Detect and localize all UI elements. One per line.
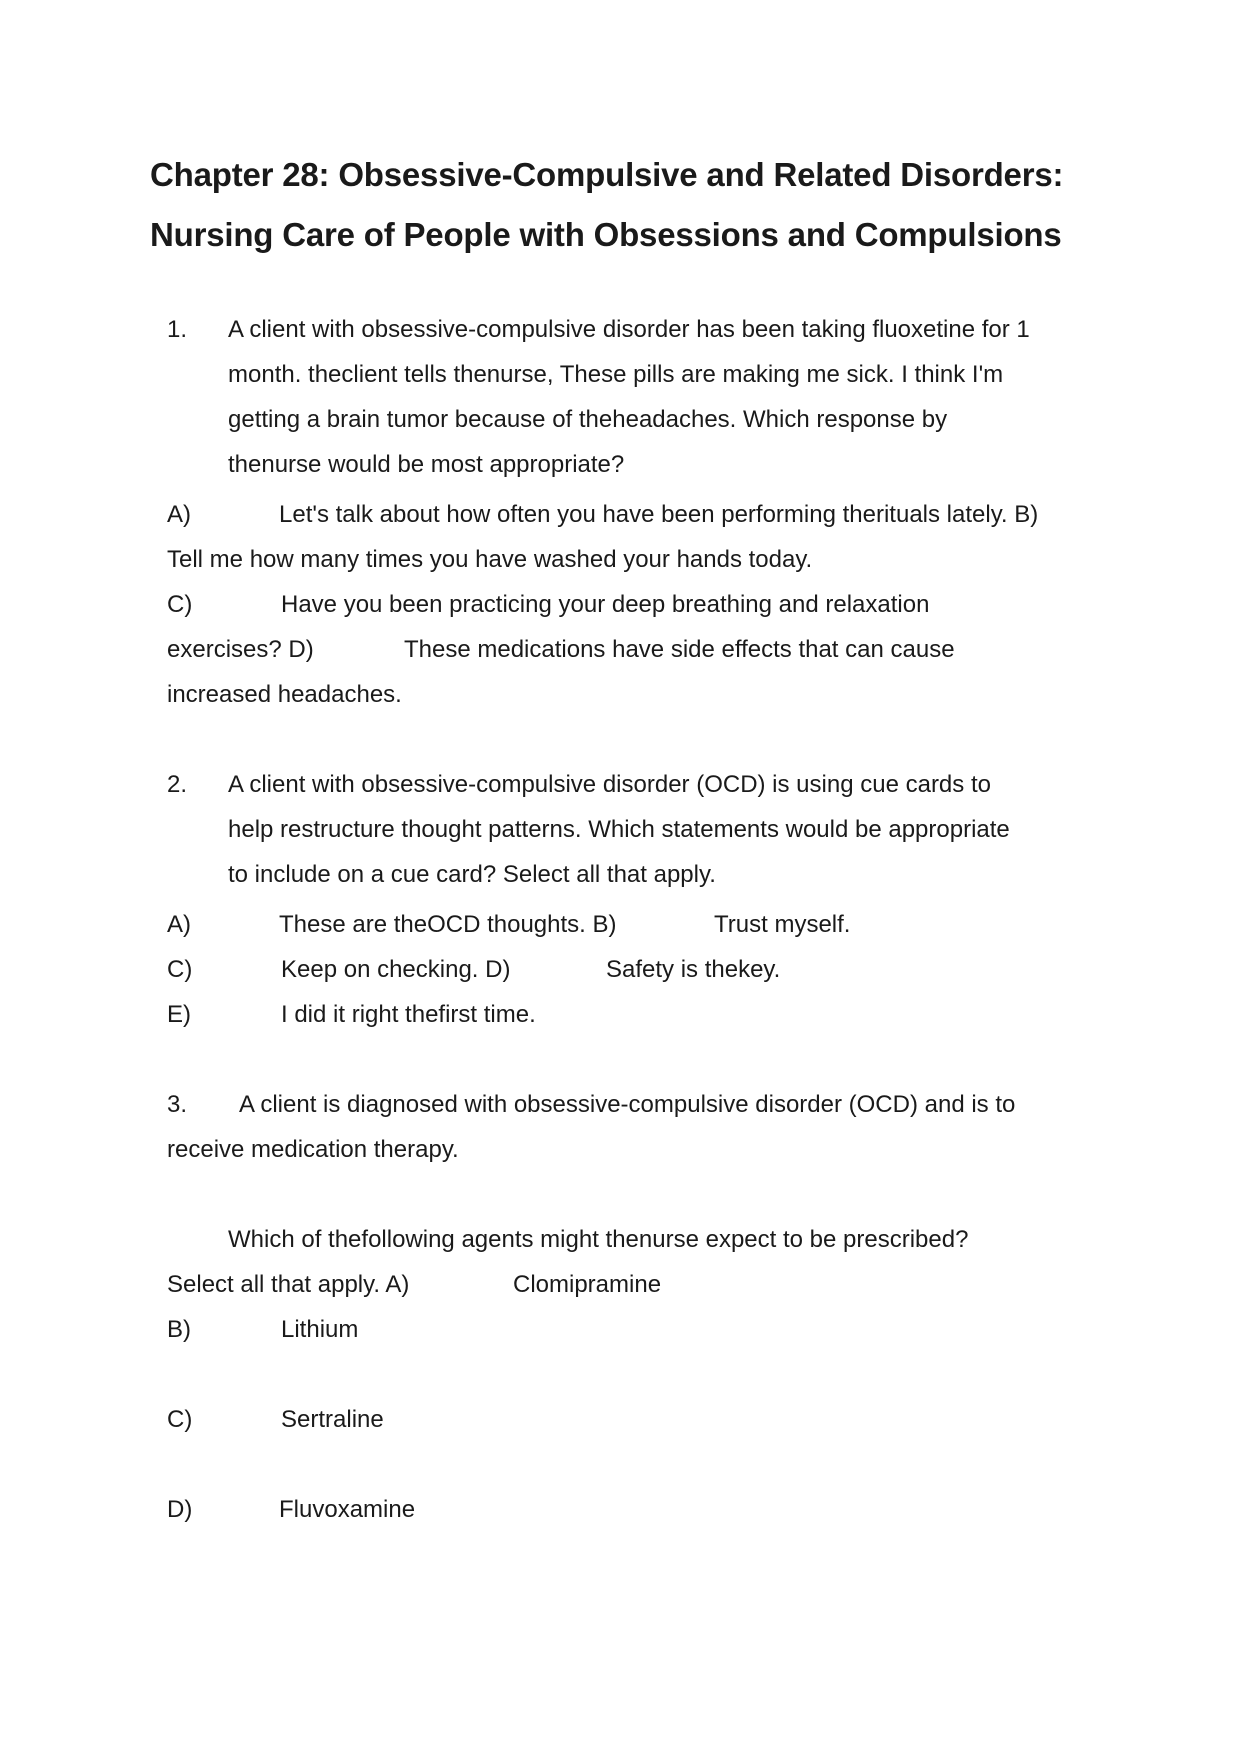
question-1-option-d-continued: increased headaches. <box>167 681 402 708</box>
question-1-option-a-letter: A) <box>167 501 191 528</box>
question-2-option-c-text: Keep on checking. D) <box>281 956 511 983</box>
chapter-title <box>150 145 1130 265</box>
question-3-stem-line-4: Select all that apply. A) <box>167 1271 410 1298</box>
question-3-option-b-letter: B) <box>167 1316 191 1343</box>
question-1-option-c-text: Have you been practicing your deep breathing and relaxation <box>281 591 930 618</box>
question-2-stem-line-2: help restructure thought patterns. Which statements would be appropriate <box>228 816 1010 843</box>
question-2-option-b-text: Trust myself. <box>714 911 851 938</box>
question-3-stem-line-1: A client is diagnosed with obsessive-compulsive disorder (OCD) and is to <box>239 1091 1016 1118</box>
question-3-option-d-letter: D) <box>167 1496 193 1523</box>
question-2-option-e-letter: E) <box>167 1001 191 1028</box>
question-1-option-a-text: Let's talk about how often you have been performing therituals lately. B) <box>279 501 1039 528</box>
question-2-option-e-text: I did it right thefirst time. <box>281 1001 536 1028</box>
question-3-stem-line-3: Which of thefollowing agents might thenurse expect to be prescribed? <box>228 1226 969 1253</box>
question-1-stem-line-1: A client with obsessive-compulsive disorder has been taking fluoxetine for 1 <box>228 316 1030 343</box>
question-1-option-b-text: Tell me how many times you have washed your hands today. <box>167 546 813 573</box>
question-1-stem-line-2: month. theclient tells thenurse, These pills are making me sick. I think I'm <box>228 361 1004 388</box>
question-3-option-a-text: Clomipramine <box>513 1271 662 1298</box>
question-3-stem-line-2: receive medication therapy. <box>167 1136 459 1163</box>
question-1-option-c-continued: exercises? D) <box>167 636 314 663</box>
question-2-option-c-letter: C) <box>167 956 193 983</box>
question-3-option-b-text: Lithium <box>281 1316 359 1343</box>
question-2-option-d-text: Safety is thekey. <box>606 956 781 983</box>
question-1-number: 1. <box>167 316 188 343</box>
question-1-option-d-text: These medications have side effects that can cause <box>404 636 955 663</box>
chapter-title-line-2: Nursing Care of People with Obsessions and Compulsions <box>150 216 1062 253</box>
question-3-number: 3. <box>167 1091 188 1118</box>
question-3-option-d-text: Fluvoxamine <box>279 1496 416 1523</box>
question-1-stem-line-4: thenurse would be most appropriate? <box>228 451 625 478</box>
question-2-stem-line-1: A client with obsessive-compulsive disorder (OCD) is using cue cards to <box>228 771 991 798</box>
question-2-option-a-text: These are theOCD thoughts. B) <box>279 911 617 938</box>
question-1-option-c-letter: C) <box>167 591 193 618</box>
question-2-stem-line-3: to include on a cue card? Select all that apply. <box>228 861 716 888</box>
question-1-stem-line-3: getting a brain tumor because of theheadaches. Which response by <box>228 406 948 433</box>
question-2-number: 2. <box>167 771 188 798</box>
question-2-option-a-letter: A) <box>167 911 191 938</box>
chapter-title-line-1: Chapter 28: Obsessive-Compulsive and Related Disorders: <box>150 156 1064 193</box>
question-3-option-c-text: Sertraline <box>281 1406 384 1433</box>
question-3-option-c-letter: C) <box>167 1406 193 1433</box>
